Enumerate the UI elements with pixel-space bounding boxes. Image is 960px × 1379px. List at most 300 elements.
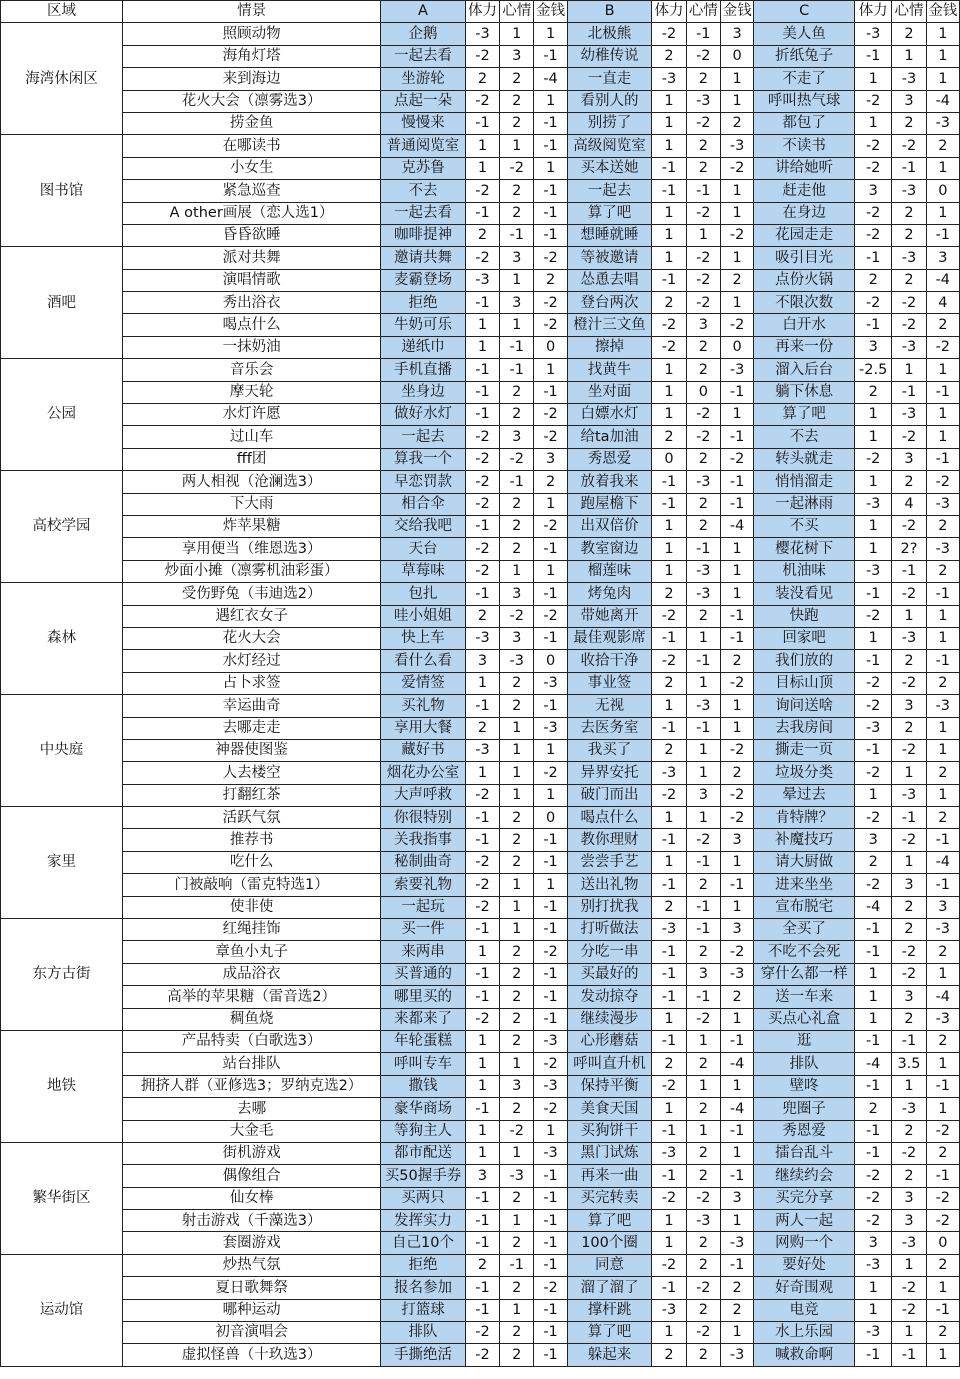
mood-b-cell: -1 <box>686 896 720 918</box>
mood-a-cell: -2 <box>500 1120 534 1142</box>
money-c-cell: 2 <box>926 762 959 784</box>
mood-a-cell: 2 <box>500 538 534 560</box>
stamina-b-cell: -2 <box>652 1254 686 1276</box>
stamina-b-cell: 1 <box>652 247 686 269</box>
option-b-cell: 出双倍价 <box>567 515 652 537</box>
money-a-cell: 1 <box>534 1120 567 1142</box>
option-a-cell: 做好水灯 <box>381 404 466 426</box>
money-c-cell: 1 <box>926 202 959 224</box>
mood-a-cell: 2 <box>500 90 534 112</box>
mood-b-cell: -2 <box>686 1187 720 1209</box>
table-row <box>1 112 960 134</box>
option-b-cell: 别捞了 <box>567 112 652 134</box>
scene-cell: 打翻红茶 <box>123 784 381 806</box>
stamina-b-cell: 1 <box>652 1098 686 1120</box>
money-a-cell: 1 <box>534 784 567 806</box>
option-c-cell: 不买 <box>754 515 855 537</box>
option-b-cell: 撑杆跳 <box>567 1299 652 1321</box>
option-b-cell: 教你理财 <box>567 829 652 851</box>
table-row <box>1 90 960 112</box>
stamina-c-cell: -1 <box>855 1120 892 1142</box>
scene-cell: 享用便当（维恩选3） <box>123 538 381 560</box>
option-b-cell: 幼稚传说 <box>567 45 652 67</box>
money-a-cell: -2 <box>534 605 567 627</box>
money-a-cell: 2 <box>534 269 567 291</box>
money-a-cell: -1 <box>534 135 567 157</box>
stamina-c-cell: -1 <box>855 314 892 336</box>
mood-a-cell: 3 <box>500 426 534 448</box>
money-a-cell: -2 <box>534 515 567 537</box>
money-b-cell: 1 <box>720 560 753 582</box>
mood-a-cell: 2 <box>500 381 534 403</box>
money-c-cell: 1 <box>926 1277 959 1299</box>
option-b-cell: 算了吧 <box>567 202 652 224</box>
scene-cell: 产品特卖（白歌选3） <box>123 1030 381 1052</box>
mood-a-cell: 1 <box>500 896 534 918</box>
mood-a-cell: 2 <box>500 515 534 537</box>
table-row <box>1 247 960 269</box>
stamina-c-cell: 1 <box>855 515 892 537</box>
stamina-c-cell: 2 <box>855 851 892 873</box>
option-a-cell: 早恋罚款 <box>381 471 466 493</box>
option-c-cell: 撕走一页 <box>754 739 855 761</box>
option-b-cell: 美食天国 <box>567 1098 652 1120</box>
money-c-cell: 1 <box>926 1344 959 1366</box>
mood-a-cell: 2 <box>500 851 534 873</box>
stamina-a-header: 体力 <box>465 1 499 23</box>
stamina-b-cell: 1 <box>652 851 686 873</box>
money-b-cell: 3 <box>720 919 753 941</box>
option-a-cell: 呼叫专车 <box>381 1053 466 1075</box>
stamina-c-cell: -2 <box>855 90 892 112</box>
region-cell: 公园 <box>1 359 123 471</box>
mood-c-cell: -2 <box>892 292 926 314</box>
option-b-cell: 带她离开 <box>567 605 652 627</box>
money-b-cell: 1 <box>720 896 753 918</box>
stamina-a-cell: 3 <box>465 1165 499 1187</box>
stamina-b-cell: 1 <box>652 381 686 403</box>
stamina-b-cell: -1 <box>652 180 686 202</box>
stamina-b-cell: 1 <box>652 202 686 224</box>
mood-c-header: 心情 <box>892 1 926 23</box>
table-row <box>1 471 960 493</box>
money-b-cell: 1 <box>720 180 753 202</box>
table-row <box>1 605 960 627</box>
mood-a-cell: -2 <box>500 448 534 470</box>
option-c-cell: 回家吧 <box>754 627 855 649</box>
mood-b-cell: -2 <box>686 292 720 314</box>
stamina-c-cell: -4 <box>855 896 892 918</box>
money-b-cell: 2 <box>720 650 753 672</box>
option-b-cell: 分吃一串 <box>567 941 652 963</box>
money-c-cell: 1 <box>926 68 959 90</box>
mood-c-cell: 2 <box>892 896 926 918</box>
option-b-cell: 黑门试炼 <box>567 1142 652 1164</box>
mood-a-cell: 1 <box>500 919 534 941</box>
scene-cell: 高举的苹果糖（雷音选2） <box>123 986 381 1008</box>
option-c-cell: 补魔技巧 <box>754 829 855 851</box>
money-a-cell: 0 <box>534 650 567 672</box>
option-b-cell: 买本送她 <box>567 157 652 179</box>
option-c-cell: 不走了 <box>754 68 855 90</box>
option-c-cell: 吸引目光 <box>754 247 855 269</box>
mood-c-cell: -2 <box>892 135 926 157</box>
stamina-b-cell: -1 <box>652 1165 686 1187</box>
option-a-cell: 买两只 <box>381 1187 466 1209</box>
mood-b-cell: -2 <box>686 1322 720 1344</box>
stamina-a-cell: -3 <box>465 739 499 761</box>
stamina-c-cell: -2 <box>855 874 892 896</box>
mood-c-cell: -3 <box>892 784 926 806</box>
mood-c-cell: 1 <box>892 1075 926 1097</box>
mood-a-header: 心情 <box>500 1 534 23</box>
stamina-c-cell: 3 <box>855 180 892 202</box>
money-c-cell: -1 <box>926 224 959 246</box>
option-b-cell: 溜了溜了 <box>567 1277 652 1299</box>
money-a-cell: -1 <box>534 919 567 941</box>
money-c-cell: 2 <box>926 672 959 694</box>
stamina-c-cell: -2 <box>855 1210 892 1232</box>
stamina-c-cell: -2 <box>855 224 892 246</box>
money-b-cell: -3 <box>720 1232 753 1254</box>
option-c-cell: 宣布脱宅 <box>754 896 855 918</box>
option-b-cell: 想睡就睡 <box>567 224 652 246</box>
money-b-cell: -2 <box>720 941 753 963</box>
option-c-cell: 垃圾分类 <box>754 762 855 784</box>
scene-cell: 章鱼小丸子 <box>123 941 381 963</box>
mood-a-cell: 2 <box>500 807 534 829</box>
mood-c-cell: 2 <box>892 224 926 246</box>
money-a-cell: 1 <box>534 90 567 112</box>
money-c-cell: -2 <box>926 1120 959 1142</box>
stamina-a-cell: -2 <box>465 851 499 873</box>
scene-cell: 一抹奶油 <box>123 336 381 358</box>
option-b-cell: 事业签 <box>567 672 652 694</box>
money-b-cell: -2 <box>720 448 753 470</box>
stamina-c-cell: -1 <box>855 1142 892 1164</box>
scene-cell: 人去楼空 <box>123 762 381 784</box>
mood-a-cell: 2 <box>500 1030 534 1052</box>
stamina-c-cell: 1 <box>855 784 892 806</box>
stamina-c-cell: 1 <box>855 627 892 649</box>
option-c-cell: 算了吧 <box>754 404 855 426</box>
stamina-a-cell: 3 <box>465 650 499 672</box>
mood-a-cell: 2 <box>500 1098 534 1120</box>
stamina-a-cell: -2 <box>465 90 499 112</box>
option-b-cell: 异界安托 <box>567 762 652 784</box>
stamina-b-cell: -1 <box>652 1120 686 1142</box>
mood-b-cell: 1 <box>686 807 720 829</box>
money-b-cell: 1 <box>720 90 753 112</box>
stamina-a-cell: -1 <box>465 919 499 941</box>
mood-c-cell: -2 <box>892 1142 926 1164</box>
mood-a-cell: 2 <box>500 695 534 717</box>
mood-b-cell: -3 <box>686 90 720 112</box>
mood-c-cell: 3 <box>892 695 926 717</box>
money-a-cell: 1 <box>534 157 567 179</box>
option-b-cell: 烤兔肉 <box>567 583 652 605</box>
table-row <box>1 627 960 649</box>
money-c-cell: 1 <box>926 627 959 649</box>
scene-cell: 站台排队 <box>123 1053 381 1075</box>
mood-b-cell: 2 <box>686 941 720 963</box>
money-a-cell: -1 <box>534 224 567 246</box>
stamina-b-cell: -1 <box>652 1277 686 1299</box>
mood-b-cell: 3 <box>686 314 720 336</box>
stamina-a-cell: -1 <box>465 1299 499 1321</box>
stamina-c-cell: 1 <box>855 963 892 985</box>
mood-b-cell: 2 <box>686 336 720 358</box>
money-c-cell: 1 <box>926 426 959 448</box>
table-row <box>1 941 960 963</box>
mood-a-cell: 2 <box>500 941 534 963</box>
option-b-cell: 喝点什么 <box>567 807 652 829</box>
option-b-cell: 放着我来 <box>567 471 652 493</box>
mood-b-cell: 2 <box>686 359 720 381</box>
stamina-c-cell: 3 <box>855 1232 892 1254</box>
option-b-cell: 破门而出 <box>567 784 652 806</box>
stamina-c-cell: -2 <box>855 605 892 627</box>
stamina-b-cell: -1 <box>652 874 686 896</box>
stamina-a-cell: -2 <box>465 1322 499 1344</box>
mood-b-cell: 2 <box>686 1098 720 1120</box>
option-a-cell: 麦霸登场 <box>381 269 466 291</box>
option-c-cell: 去我房间 <box>754 717 855 739</box>
stamina-c-cell: -2 <box>855 1165 892 1187</box>
mood-c-cell: -3 <box>892 1098 926 1120</box>
option-c-cell: 白开水 <box>754 314 855 336</box>
mood-a-cell: 1 <box>500 269 534 291</box>
stamina-c-cell: -2 <box>855 135 892 157</box>
mood-b-cell: -1 <box>686 851 720 873</box>
scene-cell: 来到海边 <box>123 68 381 90</box>
money-a-cell: -3 <box>534 1075 567 1097</box>
option-b-cell: 给ta加油 <box>567 426 652 448</box>
scene-cell: 初音演唱会 <box>123 1322 381 1344</box>
option-a-cell: 交给我吧 <box>381 515 466 537</box>
stamina-a-cell: -1 <box>465 1187 499 1209</box>
stamina-a-cell: -1 <box>465 515 499 537</box>
money-c-cell: 2 <box>926 1254 959 1276</box>
stamina-a-cell: 1 <box>465 336 499 358</box>
mood-b-cell: 1 <box>686 1075 720 1097</box>
money-c-cell: 4 <box>926 292 959 314</box>
table-row <box>1 1030 960 1052</box>
stamina-b-cell: 1 <box>652 404 686 426</box>
option-b-cell: 看别人的 <box>567 90 652 112</box>
money-c-cell: 1 <box>926 739 959 761</box>
stamina-a-cell: 2 <box>465 1254 499 1276</box>
region-cell: 中央庭 <box>1 695 123 807</box>
money-b-cell: 1 <box>720 1008 753 1030</box>
mood-c-cell: -2 <box>892 515 926 537</box>
scene-cell: 捞金鱼 <box>123 112 381 134</box>
option-c-cell: 晕过去 <box>754 784 855 806</box>
mood-c-cell: 4 <box>892 493 926 515</box>
mood-c-cell: -3 <box>892 627 926 649</box>
option-a-cell: 不去 <box>381 180 466 202</box>
table-row <box>1 560 960 582</box>
mood-a-cell: 2 <box>500 112 534 134</box>
mood-b-cell: -2 <box>686 45 720 67</box>
option-a-cell: 来两串 <box>381 941 466 963</box>
table-row <box>1 717 960 739</box>
money-b-cell: 1 <box>720 1075 753 1097</box>
mood-b-cell: 1 <box>686 1030 720 1052</box>
money-c-cell: -1 <box>926 1165 959 1187</box>
table-row <box>1 963 960 985</box>
stamina-a-cell: -2 <box>465 896 499 918</box>
stamina-b-cell: 1 <box>652 1008 686 1030</box>
option-c-cell: 秀恩爱 <box>754 1120 855 1142</box>
mood-b-cell: -1 <box>686 180 720 202</box>
mood-c-cell: 2 <box>892 919 926 941</box>
money-b-cell: 1 <box>720 538 753 560</box>
mood-c-cell: 2? <box>892 538 926 560</box>
option-b-header: B <box>567 1 652 23</box>
money-a-cell: -1 <box>534 1232 567 1254</box>
stamina-c-cell: 1 <box>855 1008 892 1030</box>
stamina-a-cell: -2 <box>465 247 499 269</box>
money-b-cell: 1 <box>720 202 753 224</box>
money-c-cell: -1 <box>926 1075 959 1097</box>
table-row <box>1 1165 960 1187</box>
scene-cell: 花火大会 <box>123 627 381 649</box>
money-b-cell: -3 <box>720 135 753 157</box>
stamina-a-cell: 1 <box>465 135 499 157</box>
mood-c-cell: -1 <box>892 1030 926 1052</box>
mood-b-cell: -1 <box>686 919 720 941</box>
money-a-cell: 0 <box>534 336 567 358</box>
stamina-a-cell: -2 <box>465 784 499 806</box>
stamina-b-cell: -2 <box>652 1187 686 1209</box>
option-c-cell: 花园走走 <box>754 224 855 246</box>
money-c-cell: 2 <box>926 1030 959 1052</box>
money-a-cell: 0 <box>534 807 567 829</box>
mood-b-cell: 2 <box>686 1165 720 1187</box>
money-a-cell: -1 <box>534 1008 567 1030</box>
money-c-cell: 1 <box>926 23 959 45</box>
mood-b-cell: -2 <box>686 426 720 448</box>
option-c-cell: 再来一份 <box>754 336 855 358</box>
stamina-a-cell: -3 <box>465 23 499 45</box>
table-row <box>1 448 960 470</box>
stamina-b-cell: -2 <box>652 336 686 358</box>
option-b-cell: 再来一曲 <box>567 1165 652 1187</box>
stamina-a-cell: 1 <box>465 941 499 963</box>
table-row <box>1 135 960 157</box>
mood-a-cell: 1 <box>500 717 534 739</box>
stamina-c-cell: -3 <box>855 493 892 515</box>
option-c-cell: 不读书 <box>754 135 855 157</box>
mood-c-cell: 3 <box>892 1187 926 1209</box>
scene-cell: 偶像组合 <box>123 1165 381 1187</box>
mood-a-cell: -1 <box>500 224 534 246</box>
option-a-cell: 发挥实力 <box>381 1210 466 1232</box>
table-row <box>1 851 960 873</box>
stamina-b-cell: -1 <box>652 157 686 179</box>
stamina-c-cell: -2.5 <box>855 359 892 381</box>
mood-c-cell: 3 <box>892 90 926 112</box>
option-a-cell: 你很特别 <box>381 807 466 829</box>
stamina-b-cell: 2 <box>652 1053 686 1075</box>
mood-c-cell: -1 <box>892 157 926 179</box>
scene-cell: 稠鱼烧 <box>123 1008 381 1030</box>
mood-b-cell: -3 <box>686 471 720 493</box>
stamina-b-cell: 2 <box>652 45 686 67</box>
money-b-cell: 0 <box>720 336 753 358</box>
table-row <box>1 1322 960 1344</box>
table-row <box>1 1142 960 1164</box>
table-row <box>1 292 960 314</box>
region-cell: 运动馆 <box>1 1254 123 1366</box>
mood-a-cell: -2 <box>500 157 534 179</box>
mood-c-cell: -2 <box>892 1299 926 1321</box>
option-a-cell: 手机直播 <box>381 359 466 381</box>
money-c-cell: -2 <box>926 471 959 493</box>
money-a-cell: -1 <box>534 1187 567 1209</box>
region-header: 区域 <box>1 1 123 23</box>
stamina-a-cell: 1 <box>465 314 499 336</box>
money-a-cell: -1 <box>534 851 567 873</box>
scene-cell: 海角灯塔 <box>123 45 381 67</box>
stamina-c-cell: -1 <box>855 919 892 941</box>
option-b-cell: 躲起来 <box>567 1344 652 1366</box>
money-a-cell: -2 <box>534 314 567 336</box>
money-a-cell: -3 <box>534 1142 567 1164</box>
option-a-cell: 天台 <box>381 538 466 560</box>
mood-a-cell: 1 <box>500 874 534 896</box>
money-b-cell: -2 <box>720 157 753 179</box>
option-a-cell: 草莓味 <box>381 560 466 582</box>
option-b-cell: 一起去 <box>567 180 652 202</box>
table-row <box>1 336 960 358</box>
mood-c-cell: -2 <box>892 963 926 985</box>
scene-cell: 神器使图鉴 <box>123 739 381 761</box>
scene-cell: 成品浴衣 <box>123 963 381 985</box>
stamina-a-cell: -2 <box>465 1008 499 1030</box>
mood-a-cell: 1 <box>500 784 534 806</box>
mood-b-cell: -2 <box>686 269 720 291</box>
option-c-cell: 点份火锅 <box>754 269 855 291</box>
mood-a-cell: 2 <box>500 986 534 1008</box>
money-c-cell: 2 <box>926 560 959 582</box>
money-b-cell: 1 <box>720 1142 753 1164</box>
mood-b-cell: 2 <box>686 68 720 90</box>
stamina-c-cell: -1 <box>855 739 892 761</box>
money-b-cell: 2 <box>720 1277 753 1299</box>
mood-a-cell: 3 <box>500 583 534 605</box>
option-c-cell: 好奇围观 <box>754 1277 855 1299</box>
option-c-cell: 买点心礼盒 <box>754 1008 855 1030</box>
money-a-cell: 2 <box>534 471 567 493</box>
money-b-cell: -2 <box>720 314 753 336</box>
stamina-c-cell: -1 <box>855 1075 892 1097</box>
stamina-b-cell: 1 <box>652 135 686 157</box>
stamina-b-cell: 2 <box>652 426 686 448</box>
option-b-cell: 擦掉 <box>567 336 652 358</box>
region-cell: 森林 <box>1 583 123 695</box>
option-c-cell: 不限次数 <box>754 292 855 314</box>
mood-b-cell: -1 <box>686 650 720 672</box>
money-a-cell: -2 <box>534 1277 567 1299</box>
stamina-b-cell: -1 <box>652 829 686 851</box>
option-b-cell: 高级阅览室 <box>567 135 652 157</box>
stamina-b-cell: -3 <box>652 762 686 784</box>
scene-cell: 炒热气氛 <box>123 1254 381 1276</box>
money-a-cell: -1 <box>534 1299 567 1321</box>
stamina-b-cell: -1 <box>652 717 686 739</box>
